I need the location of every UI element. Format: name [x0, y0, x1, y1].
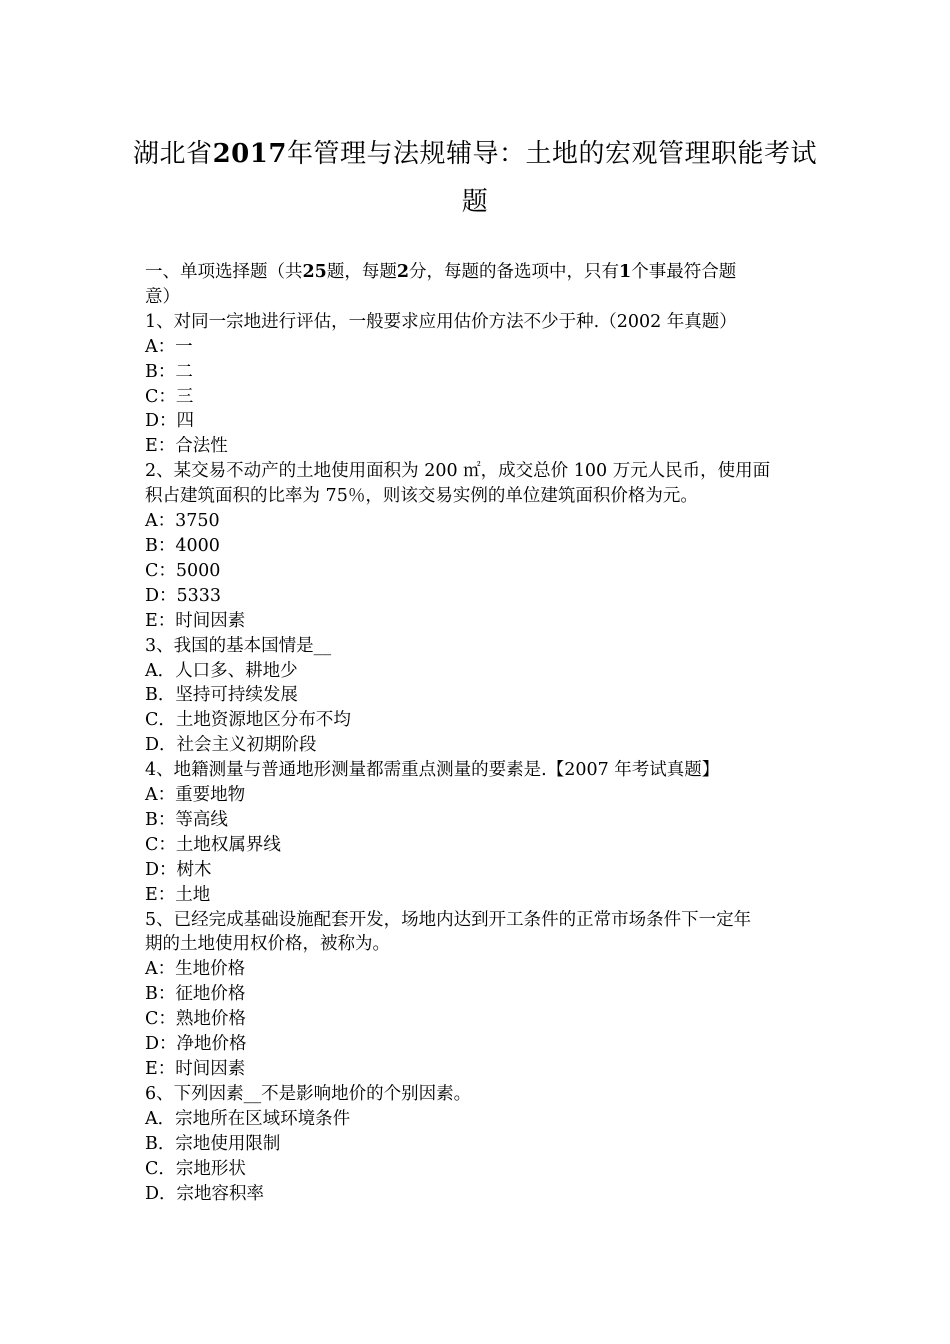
option-line: A：生地价格 [145, 959, 246, 980]
option-line: B．宗地使用限制 [145, 1133, 281, 1154]
option-line: E：合法性 [145, 436, 228, 457]
title-line-1 [120, 130, 830, 178]
option-line: D：净地价格 [145, 1034, 247, 1055]
title-year: 2017 [212, 139, 287, 169]
section-text: 一、单项选择题（共 [145, 262, 303, 282]
option-line: D．社会主义初期阶段 [145, 735, 317, 756]
option-line: D：5333 [145, 585, 222, 606]
option-line: D．宗地容积率 [145, 1183, 265, 1204]
question-line: 2、某交易不动产的土地使用面积为 200 ㎡，成交总价 100 万元人民币，使用面 [145, 461, 771, 482]
option-line: B：征地价格 [145, 984, 246, 1005]
title-text: 湖北省 [133, 139, 213, 169]
option-line: B：等高线 [145, 809, 228, 830]
document-body [145, 260, 810, 1206]
option-line: E：时间因素 [145, 610, 246, 631]
title-line-2: 题 [461, 187, 489, 217]
option-line: C：土地权属界线 [145, 834, 281, 855]
option-line: A．宗地所在区域环境条件 [145, 1108, 351, 1129]
question-line: 4、地籍测量与普通地形测量都需重点测量的要素是.【2007 年考试真题】 [145, 760, 720, 781]
question-line: 3、我国的基本国情是__ [145, 635, 332, 656]
section-text: 题，每题 [326, 262, 397, 282]
option-line: D：四 [145, 411, 195, 432]
section-heading-cont: 意） [145, 286, 180, 307]
section-one: 1 [619, 262, 632, 282]
section-heading [145, 260, 810, 285]
option-line: C．土地资源地区分布不均 [145, 710, 351, 731]
option-line: E：时间因素 [145, 1059, 246, 1079]
section-text: 分，每题的备选项中，只有 [409, 262, 620, 282]
option-line: D：树木 [145, 859, 212, 880]
option-line: A：重要地物 [145, 785, 246, 806]
option-line: C：5000 [145, 560, 221, 581]
question-line: 1、对同一宗地进行评估，一般要求应用估价方法不少于种.（2002 年真题） [145, 311, 737, 332]
title-text: 年管理与法规辅导：土地的宏观管理职能考试 [286, 139, 817, 169]
option-line: B：4000 [145, 535, 220, 556]
option-line: C．宗地形状 [145, 1158, 246, 1179]
option-line: B：二 [145, 361, 193, 382]
section-points: 2 [396, 262, 410, 282]
option-line: C：熟地价格 [145, 1009, 246, 1030]
option-line: B．坚持可持续发展 [145, 685, 298, 706]
page-title [120, 130, 830, 226]
option-line: C：三 [145, 386, 194, 407]
question-line: 5、已经完成基础设施配套开发，场地内达到开工条件的正常市场条件下一定年 [145, 909, 752, 930]
option-line: A：一 [145, 336, 193, 357]
option-line: E：土地 [145, 884, 211, 905]
section-text: 个事最符合题 [631, 262, 737, 282]
question-line: 6、下列因素__不是影响地价的个别因素。 [145, 1083, 472, 1104]
option-line: A：3750 [145, 511, 220, 532]
question-line-cont: 积占建筑面积的比率为 75％，则该交易实例的单位建筑面积价格为元。 [145, 486, 698, 507]
option-line: A．人口多、耕地少 [145, 660, 298, 681]
question-line-cont: 期的土地使用权价格，被称为。 [145, 934, 390, 955]
section-count: 25 [302, 262, 327, 282]
